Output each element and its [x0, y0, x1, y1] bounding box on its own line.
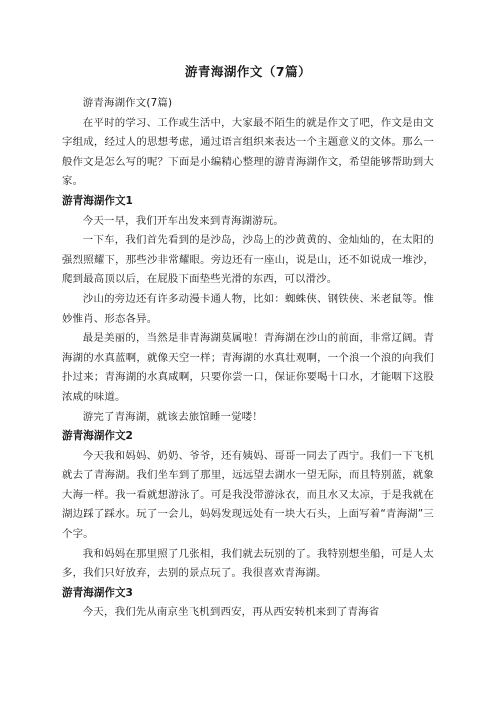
intro-paragraph: 在平时的学习、工作或生活中，大家最不陌生的就是作文了吧，作文是由文字组成，经过人的思想考虑，通过语言组织来表达一个主题意义的文体。那么一般作文是怎么写的呢？下面是小编精心整理的游青海湖作文，希望能够帮助到大家。: [62, 116, 434, 188]
essay-paragraph: 今天，我们先从南京坐飞机到西安，再从西安转机来到了青海省: [82, 606, 380, 619]
document-page: [62, 62, 434, 623]
essay-paragraph: 今天一早，我们开车出发来到青海湖游玩。: [82, 214, 285, 227]
essay-heading: 游青海湖作文3: [62, 586, 133, 599]
intro-subtitle: 游青海湖作文(7篇): [82, 97, 173, 109]
essay-heading: 游青海湖作文2: [62, 430, 133, 443]
essay-paragraph: 今天我和妈妈、奶奶、爷爷，还有姨妈、哥哥一同去了西宁。我们一下飞机就去了青海湖。我们坐车到了那里，远远望去湖水一望无际，而且特别蓝，就象大海一样。我一看就想游泳了。可是我没带游泳衣，而且水又太凉，于是我就在湖边踩了踩水。玩了一会儿，妈妈发现远处有一块大石头，上面写着“青海湖”三个字。: [62, 449, 434, 541]
essay-paragraph: 一下车，我们首先看到的是沙岛，沙岛上的沙黄黄的、金灿灿的，在太阳的强烈照耀下，那些沙非常耀眼。旁边还有一座山，说是山，还不如说成一堆沙，爬到最高顶以后，在屁股下面垫些光滑的东西，可以滑沙。: [62, 234, 434, 286]
document-title: 游青海湖作文（7篇）: [184, 64, 312, 79]
essay-paragraph: 最是美丽的，当然是非青海湖莫属啦！青海湖在沙山的前面，非常辽阔。青海湖的水真蓝啊，就像天空一样；青海湖的水真壮观啊，一个浪一个浪的向我们扑过来；青海湖的水真咸啊，只要你尝一口，保证你要喝十口水，才能咽下这股浓咸的味道。: [62, 332, 434, 403]
essay-paragraph: 游完了青海湖，就该去旅馆睡一觉喽！: [82, 410, 263, 423]
essay-paragraph: 我和妈妈在那里照了几张相，我们就去玩别的了。我特别想坐船，可是人太多，我们只好放弃，去别的景点玩了。我很喜欢青海湖。: [62, 547, 434, 580]
essay-heading: 游青海湖作文1: [62, 194, 133, 207]
essay-paragraph: 沙山的旁边还有许多动漫卡通人物，比如：蜘蛛侠、钢铁侠、米老鼠等。惟妙惟肖、形态各异。: [62, 292, 434, 325]
